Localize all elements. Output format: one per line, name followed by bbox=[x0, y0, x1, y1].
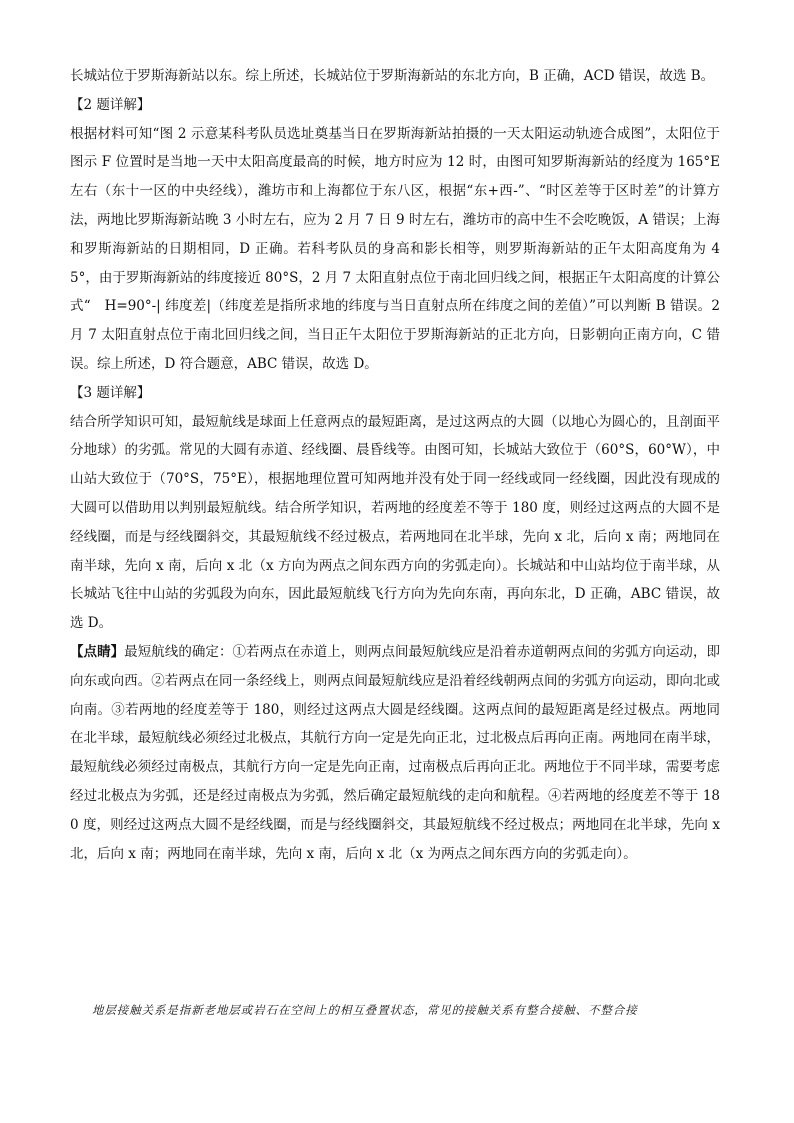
heading-q3-detail: 【3 题详解】 bbox=[70, 384, 151, 401]
key-point-text: 最短航线的确定：①若两点在赤道上，则两点间最短航线应是沿着赤道朝两点间的劣弧方向运动，即向东或向西。②若两点在同一条经线上，则两点间最短航线应是沿着经线朝两点间的劣弧方向运动，即向北或向南。③若两地的经度差等于 180，则经过这两点大圆是经线圈。这两点间的最短距离是经过极点。两地同在北半球，最短航线必须经过北极点，其航行方向一定是先向正北，过北极点后再向正南。两地同在南半球，最短航线必须经过南极点，其航行方向一定是先向正南，过南极点后再向正北。两地位于不同半球，需要考虑经过北极点为劣弧，还是经过南极点为劣弧，然后确定最短航线的走向和航程。④若两地的经度差不等于 180 度，则经过这两点大圆不是经线圈，而是与经线圈斜交，其最短航线不经过极点；两地同在北半球，先向 x 北，后向 x 南；两地同在南半球，先向 x 南，后向 x 北（x 为两点之间东西方向的劣弧走向）。 bbox=[70, 643, 721, 862]
document-body bbox=[70, 62, 720, 868]
heading-q2-detail: 【2 题详解】 bbox=[70, 96, 151, 113]
key-point-label: 【点睛】 bbox=[70, 643, 125, 660]
paragraph-q2-explanation: 根据材料可知“图 2 示意某科考队员选址奠基当日在罗斯海新站拍摄的一天太阳运动轨迹合成图”，太阳位于图示 F 位置时是当地一天中太阳高度最高的时候，地方时应为 12 时，由图可知罗斯海新站的经度为 165°E 左右（东十一区的中央经线），潍坊市和上海都位于东八区，根据“东+西-”、“时区差等于区时差”的计算方法，两地比罗斯海新站晚 3 小时左右，应为 2 月 7 日 9 时左右，潍坊市的高中生不会吃晚饭，A 错误；上海和罗斯海新站的日期相同，D 正确。若科考队员的身高和影长相等，则罗斯海新站的正午太阳高度角为 45°，由于罗斯海新站的纬度接近 80°S，2 月 7 太阳直射点位于南北回归线之间，根据正午太阳高度的计算公式“ H=90°-| 纬度差|（纬度差是指所求地的纬度与当日直射点所在纬度之间的差值）”可以判断 B 错误。2 月 7 太阳直射点位于南北回归线之间，当日正午太阳位于罗斯海新站的正北方向，日影朝向正南方向，C 错误。综上所述，D 符合题意，ABC 错误，故选 D。 bbox=[70, 125, 720, 372]
paragraph-key-point bbox=[70, 638, 720, 868]
next-question-intro-line: 地层接触关系是指新老地层或岩石在空间上的相互叠置状态，常见的接触关系有整合接触、不整合接 bbox=[92, 1003, 638, 1017]
paragraph-q3-explanation: 结合所学知识可知，最短航线是球面上任意两点的最短距离，是过这两点的大圆（以地心为圆心的，且剖面平分地球）的劣弧。常见的大圆有赤道、经线圈、晨昏线等。由图可知，长城站大致位于（60°S，60°W），中山站大致位于（70°S，75°E），根据地理位置可知两地并没有处于同一经线或同一经线圈，因此没有现成的大圆可以借助用以判别最短航线。结合所学知识，若两地的经度差不等于 180 度，则经过这两点的大圆不是经线圈，而是与经线圈斜交，其最短航线不经过极点，若两地同在北半球，先向 x 北，后向 x 南；两地同在南半球，先向 x 南，后向 x 北（x 方向为两点之间东西方向的劣弧走向）。长城站和中山站均位于南半球，从长城站飞往中山站的劣弧段为向东，因此最短航线飞行方向为先向东南，再向东北，D 正确，ABC 错误，故选 D。 bbox=[70, 413, 720, 632]
paragraph-q1-conclusion: 长城站位于罗斯海新站以东。综上所述，长城站位于罗斯海新站的东北方向，B 正确，ACD 错误，故选 B。 bbox=[70, 68, 715, 84]
